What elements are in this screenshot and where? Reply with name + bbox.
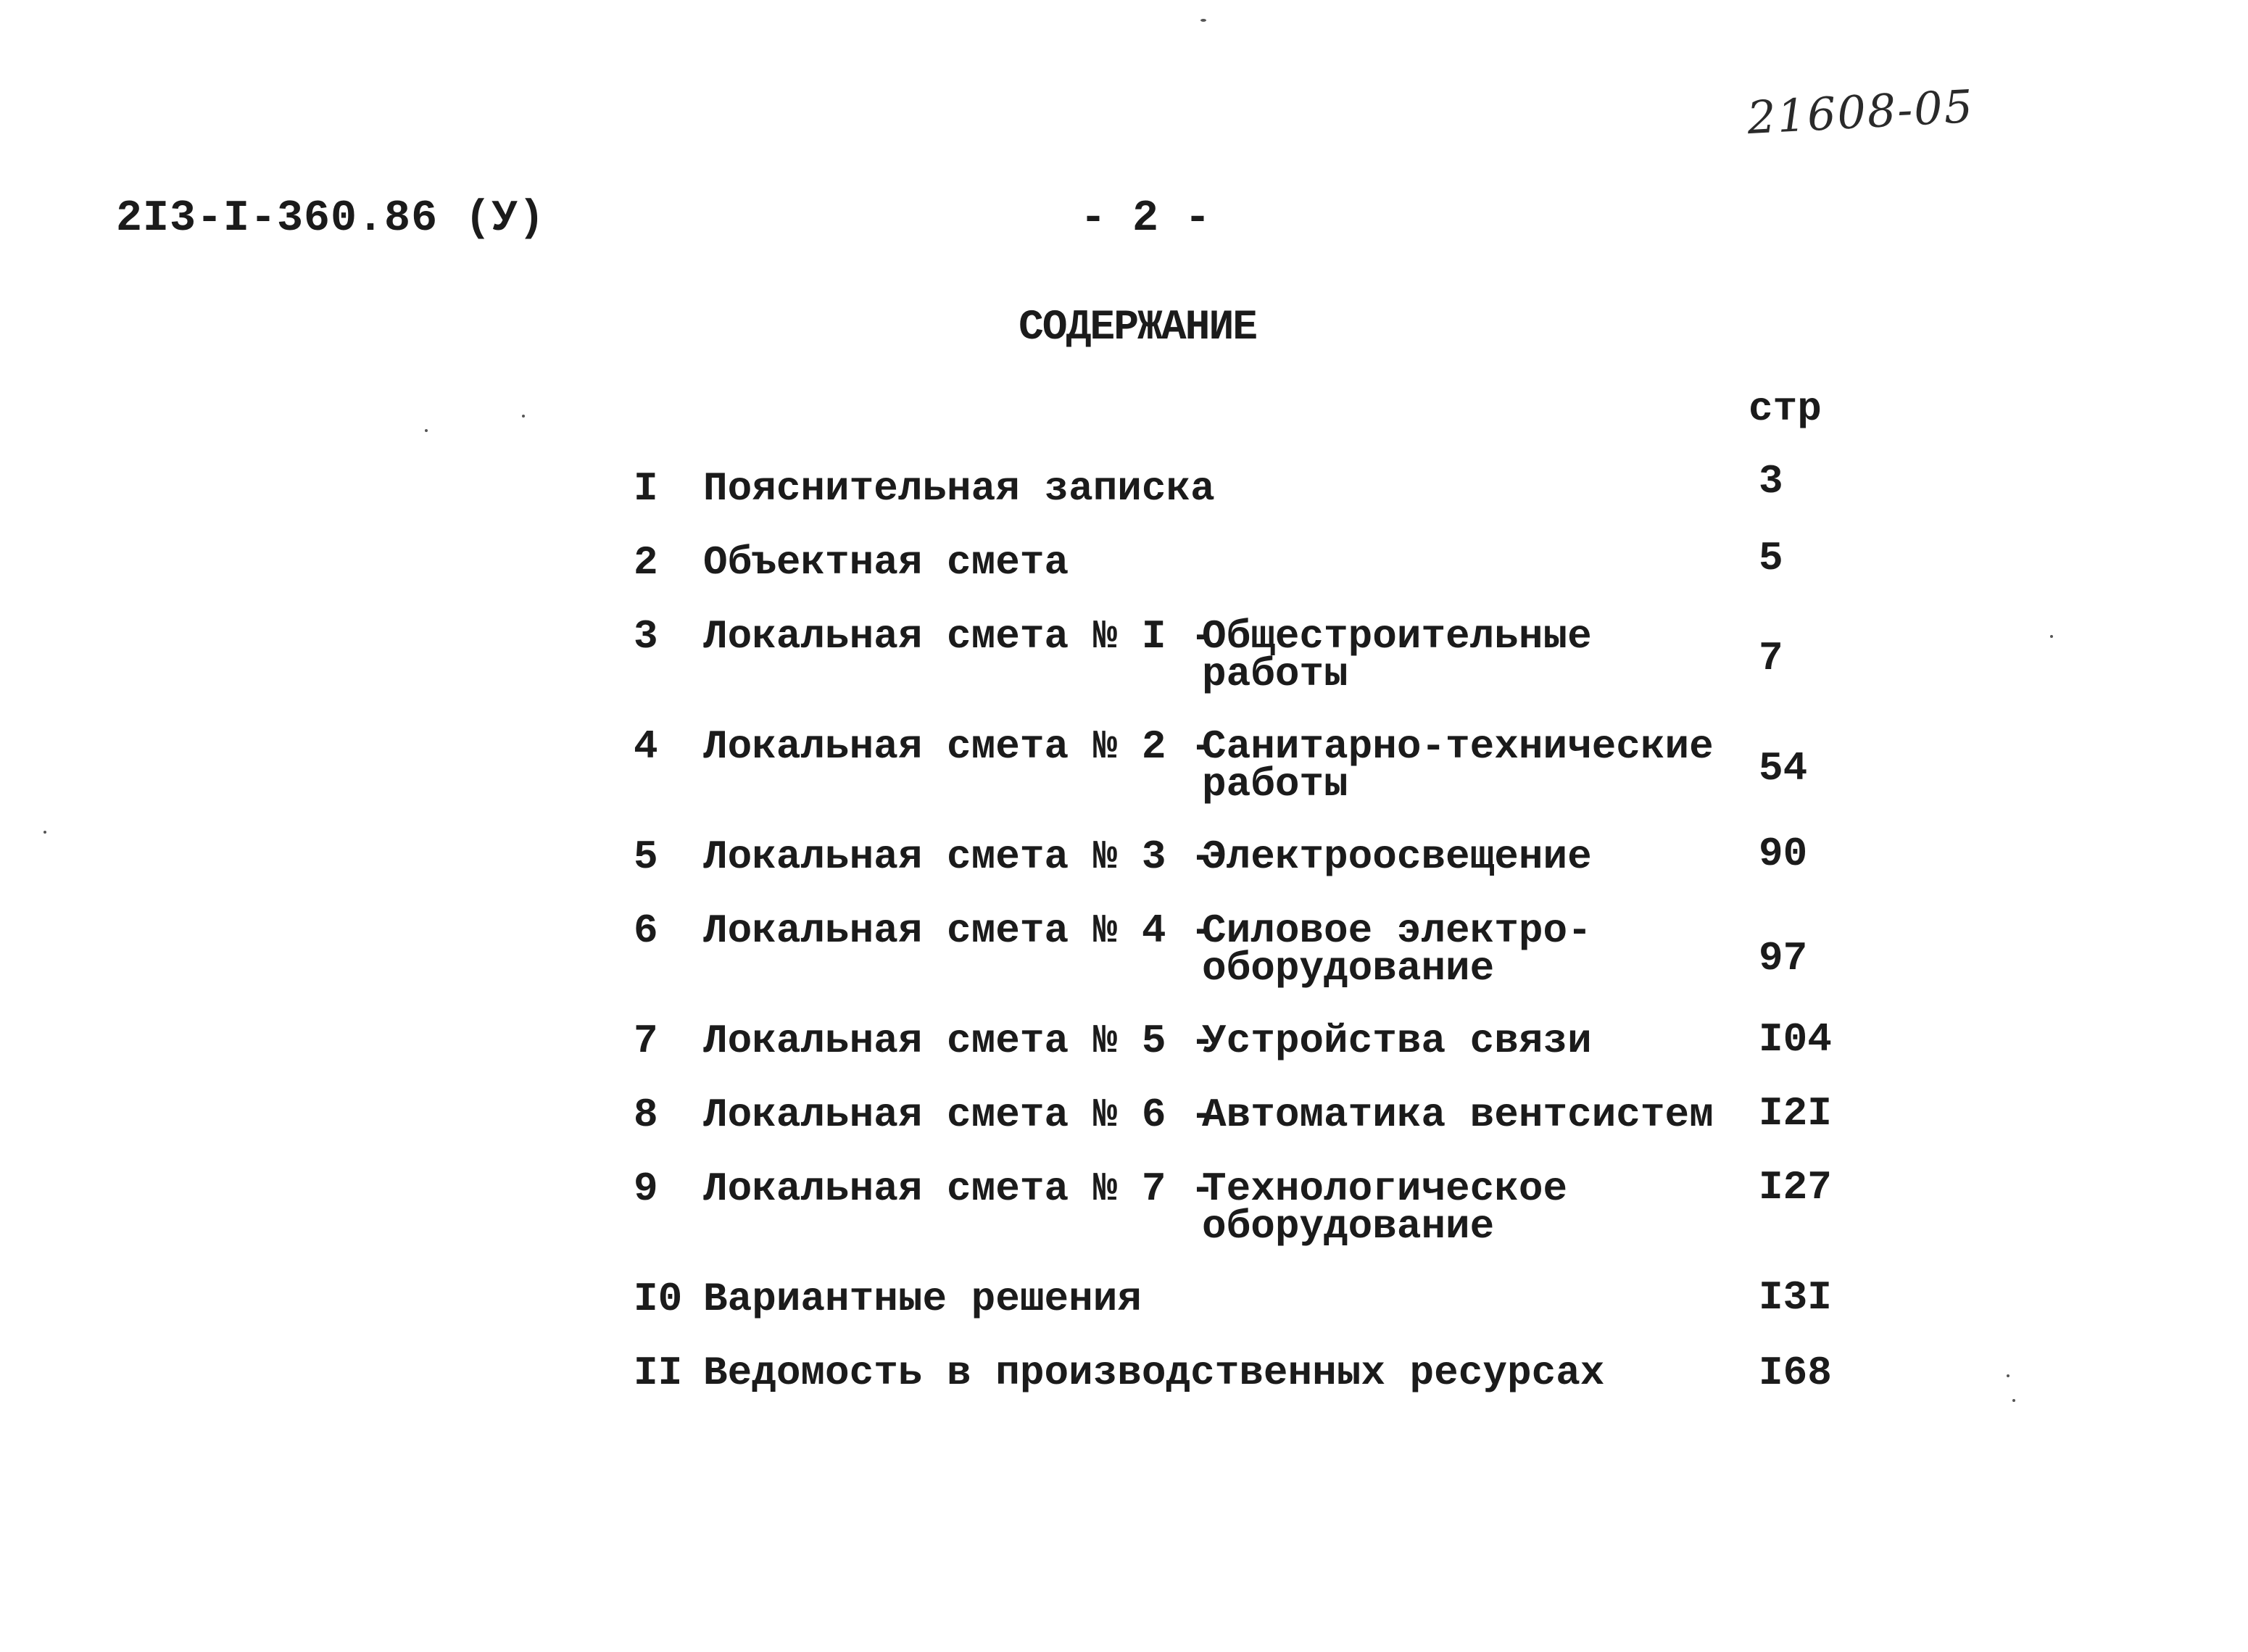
toc-item-title-line: оборудование [1202, 945, 1495, 992]
toc-item-prefix: Локальная смета № 4 - [703, 908, 1215, 954]
toc-item-title: Вариантные решения [703, 1276, 1142, 1322]
toc-item-title [1202, 1018, 1666, 1064]
toc-item-prefix: Локальная смета № 3 - [703, 834, 1215, 880]
toc-item-title [1202, 1092, 1714, 1138]
scan-speck [2012, 1399, 2015, 1402]
toc-item-number: 5 [634, 834, 658, 880]
toc-item-title-line: работы [1202, 651, 1348, 697]
toc-item-title [1202, 613, 1666, 697]
page-number: - 2 - [1080, 194, 1211, 244]
toc-item-title-line: Технологическое [1202, 1166, 1568, 1212]
toc-item-title: Объектная смета [703, 539, 1069, 586]
toc-item-number: II [634, 1350, 683, 1396]
scan-speck [425, 429, 428, 432]
toc-item-prefix: Локальная смета № 7 - [703, 1166, 1215, 1212]
toc-item-number: 8 [634, 1092, 658, 1138]
scan-speck [1200, 19, 1206, 22]
toc-item-title: Ведомость в производственных ресурсах [703, 1350, 1605, 1396]
toc-item-number: I0 [634, 1276, 683, 1322]
document-code: 2I3-I-360.86 (У) [116, 194, 546, 244]
toc-item-number: 4 [634, 723, 658, 770]
scan-speck [522, 415, 525, 418]
toc-item-title-line: Санитарно-технические [1202, 723, 1714, 770]
toc-item-title-line: Общестроительные [1202, 613, 1592, 660]
toc-item-number: 7 [634, 1018, 658, 1064]
toc-item-page: I04 [1759, 1016, 1832, 1063]
toc-item-prefix: Локальная смета № 2 - [703, 723, 1215, 770]
handwritten-archive-number: 21608-05 [1746, 79, 1975, 145]
toc-item-number: 6 [634, 908, 658, 954]
toc-item-prefix: Локальная смета № 5 - [703, 1018, 1215, 1064]
toc-item-title-line: оборудование [1202, 1203, 1495, 1250]
scan-speck [2050, 635, 2053, 638]
toc-item-prefix: Локальная смета № 6 - [703, 1092, 1215, 1138]
toc-item-page: 7 [1759, 635, 1783, 681]
page-title: СОДЕРЖАНИЕ [1019, 304, 1257, 352]
toc-item-number: I [634, 465, 658, 512]
toc-item-title-line: Электроосвещение [1202, 834, 1592, 880]
toc-item-number: 3 [634, 613, 658, 660]
toc-item-page: 54 [1759, 745, 1808, 792]
toc-item-title: Пояснительная записка [703, 465, 1215, 512]
toc-item-page: 5 [1759, 535, 1783, 581]
toc-item-page: 3 [1759, 458, 1783, 505]
toc-item-page: 97 [1759, 935, 1808, 981]
toc-item-title [1202, 908, 1666, 992]
toc-item-prefix: Локальная смета № I - [703, 613, 1215, 660]
toc-item-page: I3I [1759, 1274, 1832, 1321]
toc-item-title-line: Автоматика вентсистем [1202, 1092, 1714, 1138]
toc-item-page: I2I [1759, 1090, 1832, 1137]
toc-item-title [1202, 1166, 1666, 1250]
toc-item-number: 9 [634, 1166, 658, 1212]
scan-speck [43, 831, 46, 834]
page-column-header: стр [1749, 386, 1822, 432]
toc-item-title-line: Силовое электро- [1202, 908, 1592, 954]
toc-item-title [1202, 834, 1666, 880]
toc-item-page: I27 [1759, 1164, 1832, 1211]
toc-item-title [1202, 723, 1714, 808]
toc-item-page: 90 [1759, 831, 1808, 877]
toc-item-number: 2 [634, 539, 658, 586]
toc-item-page: I68 [1759, 1350, 1832, 1396]
toc-item-title-line: Устройства связи [1202, 1018, 1592, 1064]
toc-item-title-line: работы [1202, 761, 1348, 808]
scan-speck [2007, 1374, 2009, 1377]
